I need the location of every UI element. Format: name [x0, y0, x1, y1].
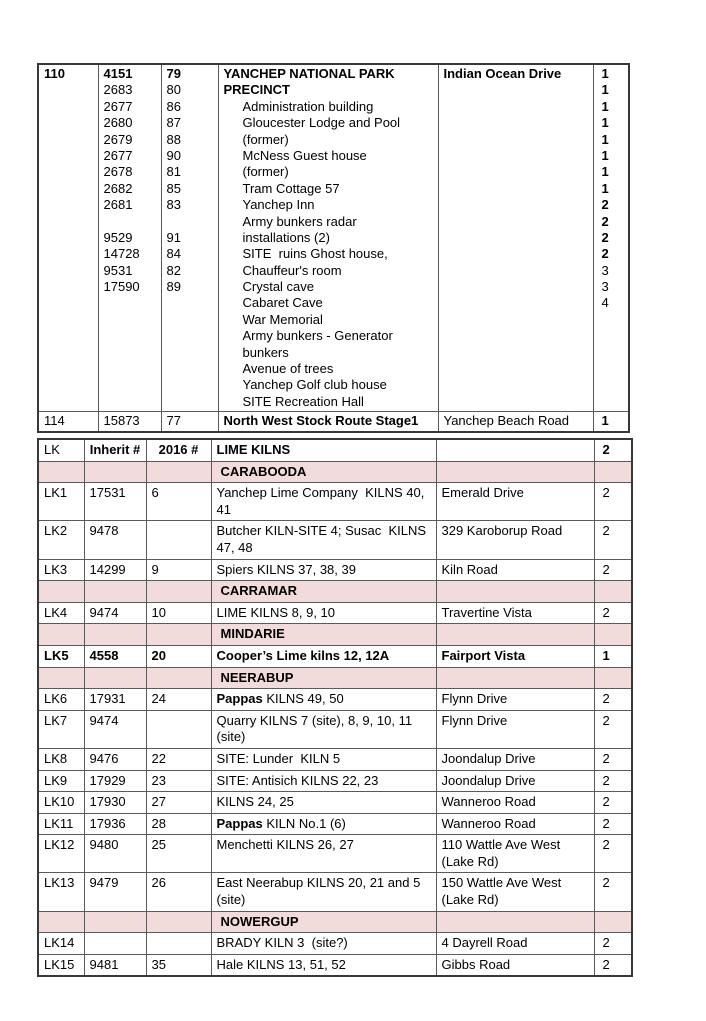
description-line: (former) [242, 131, 289, 147]
inherit-header: Inherit # [84, 439, 146, 461]
description: North West Stock Route Stage1 [223, 413, 419, 429]
no-2016-cell: 23 [146, 770, 211, 792]
description-cell [211, 602, 436, 624]
street-cell [436, 624, 594, 646]
description-line: (former) [242, 164, 289, 180]
street-cell [436, 667, 594, 689]
inherit-no-cell: 17931 [84, 689, 146, 711]
no-2016: 86 [166, 98, 181, 114]
inherit-no: 15873 [103, 413, 140, 429]
lk-cell: LK9 [38, 770, 84, 792]
description-text: Pappas [216, 815, 263, 831]
description-line: Chauffeur's room [242, 262, 342, 278]
desc-header: LIME KILNS [211, 439, 436, 461]
locality-name: NOWERGUP [211, 911, 436, 933]
category-value: 1 [601, 164, 609, 180]
no-2016: 79 [166, 66, 181, 81]
description-line: Yanchep Golf club house [242, 377, 387, 393]
street-cell [438, 64, 593, 412]
no-2016-cell [146, 624, 211, 646]
description-line: Avenue of trees [242, 361, 334, 377]
description-cell [211, 483, 436, 521]
table-row [38, 412, 629, 433]
no-2016-cell: 35 [146, 954, 211, 976]
inherit-no-cell: 17930 [84, 792, 146, 814]
no-2016 [167, 214, 216, 230]
description-cell [211, 689, 436, 711]
inherit-no-cell [84, 667, 146, 689]
street-cell [436, 581, 594, 603]
lk-cell: LK8 [38, 748, 84, 770]
category-cell: 2 [594, 954, 632, 976]
no-2016-cell [161, 412, 218, 433]
table-row [38, 770, 632, 792]
no-2016-cell [146, 521, 211, 559]
inherit-no: 2681 [103, 197, 133, 213]
heritage-places-table [37, 63, 630, 433]
inherit-no-cell: 4558 [84, 645, 146, 667]
inherit-no-cell [84, 933, 146, 955]
no-2016-cell: 27 [146, 792, 211, 814]
category-cell: 2 [594, 689, 632, 711]
description-cell [211, 792, 436, 814]
inherit-no-cell: 9474 [84, 602, 146, 624]
description-text: BRADY KILN 3 (site?) [216, 935, 348, 951]
no-2016: 81 [166, 164, 181, 180]
street-cell: Wanneroo Road [436, 792, 594, 814]
inherit-no: 2679 [103, 131, 133, 147]
description-text: Hale KILNS 13, 51, 52 [216, 956, 346, 972]
description-cell [211, 559, 436, 581]
description-cell [211, 954, 436, 976]
table-row [38, 954, 632, 976]
street-cell: 4 Dayrell Road [436, 933, 594, 955]
locality-name: CARRAMAR [211, 581, 436, 603]
description-line: Tram Cottage 57 [242, 180, 340, 196]
no-2016: 83 [166, 197, 181, 213]
inherit-no-cell: 9479 [84, 873, 146, 911]
category-value: 2 [601, 197, 609, 213]
category-cell: 2 [594, 521, 632, 559]
no-2016: 77 [166, 413, 181, 429]
inherit-no: 2683 [103, 82, 133, 98]
no-2016: 80 [166, 82, 181, 98]
street-cell: Fairport Vista [436, 645, 594, 667]
section-row [38, 461, 632, 483]
no-2016: 85 [166, 180, 181, 196]
inherit-no: 9529 [103, 229, 133, 245]
no-2016-cell [146, 911, 211, 933]
category-value: 1 [601, 98, 609, 114]
street-cell: 329 Karoborup Road [436, 521, 594, 559]
inherit-no: 2677 [103, 147, 133, 163]
description-line: Army bunkers radar [242, 213, 357, 229]
lk-cell: LK5 [38, 645, 84, 667]
lk-cell: LK1 [38, 483, 84, 521]
street-header [436, 439, 594, 461]
table-row [38, 602, 632, 624]
street-cell: Wanneroo Road [436, 813, 594, 835]
inherit-no-cell: 9478 [84, 521, 146, 559]
table-row [38, 933, 632, 955]
description-text: Pappas [216, 691, 263, 707]
description-text: Quarry KILNS 7 (site), 8, 9, 10, 11 (site) [216, 712, 416, 745]
lk-cell: LK14 [38, 933, 84, 955]
category-cell: 2 [594, 748, 632, 770]
lk-cell: LK15 [38, 954, 84, 976]
no-2016: 89 [166, 279, 181, 295]
inherit-no-cell [98, 64, 161, 412]
inherit-no-cell: 17936 [84, 813, 146, 835]
description-cell [211, 645, 436, 667]
table-row [38, 64, 629, 412]
description-line: installations (2) [242, 229, 330, 245]
description-cell [211, 710, 436, 748]
table-row [38, 835, 632, 873]
description-line: Administration building [242, 98, 374, 114]
description-cell [218, 64, 438, 412]
inherit-no-cell: 9481 [84, 954, 146, 976]
description-text: Spiers KILNS 37, 38, 39 [216, 561, 356, 577]
inherit-no-cell: 17531 [84, 483, 146, 521]
category-cell: 2 [594, 710, 632, 748]
category-value: 2 [601, 229, 609, 245]
inherit-no: 2680 [103, 115, 133, 131]
description-text: Cooper’s Lime kilns 12, 12A [216, 647, 390, 663]
category-header: 2 [594, 439, 632, 461]
no-2016-cell: 24 [146, 689, 211, 711]
inherit-no-cell [84, 581, 146, 603]
no-2016: 91 [166, 229, 181, 245]
table-row [38, 559, 632, 581]
description-text: Butcher KILN-SITE 4; Susac KILNS 47, 48 [216, 523, 430, 555]
description-cell [211, 933, 436, 955]
lk-header: LK [38, 439, 84, 461]
no-2016-cell [146, 581, 211, 603]
locality-name: MINDARIE [211, 624, 436, 646]
street-cell: Emerald Drive [436, 483, 594, 521]
lime-kilns-table [37, 438, 633, 977]
no-2016-cell: 9 [146, 559, 211, 581]
table-row [38, 710, 632, 748]
street-cell: Joondalup Drive [436, 748, 594, 770]
description-cell [218, 412, 438, 433]
lk-cell: LK6 [38, 689, 84, 711]
table-row [38, 792, 632, 814]
category-cell: 2 [594, 559, 632, 581]
category-value: 1 [601, 131, 609, 147]
inherit-no-cell [84, 911, 146, 933]
inherit-no-cell: 9480 [84, 835, 146, 873]
lk-cell: LK7 [38, 710, 84, 748]
locality-name: CARABOODA [211, 461, 436, 483]
description-text: KILN No.1 (6) [262, 815, 346, 831]
no-2016: 87 [166, 115, 181, 131]
inherit-no-cell: 9474 [84, 710, 146, 748]
street-cell: Travertine Vista [436, 602, 594, 624]
street-cell: Kiln Road [436, 559, 594, 581]
inherit-no: 2682 [103, 180, 133, 196]
no-2016-cell: 28 [146, 813, 211, 835]
no-2016-cell: 25 [146, 835, 211, 873]
street-cell: 150 Wattle Ave West (Lake Rd) [436, 873, 594, 911]
lk-cell: LK2 [38, 521, 84, 559]
no-2016-cell [161, 64, 218, 412]
inherit-no-cell: 9476 [84, 748, 146, 770]
street-cell [436, 461, 594, 483]
inherit-no-cell [84, 624, 146, 646]
category-cell [593, 412, 629, 433]
description-text: LIME KILNS 8, 9, 10 [216, 604, 336, 620]
category-value: 3 [601, 279, 609, 295]
table-row [38, 873, 632, 911]
lk-cell [38, 461, 84, 483]
category-value: 3 [601, 262, 609, 278]
inherit-no [104, 214, 159, 230]
category-cell [594, 624, 632, 646]
lk-cell: LK12 [38, 835, 84, 873]
section-row [38, 624, 632, 646]
section-row [38, 911, 632, 933]
category-cell: 2 [594, 602, 632, 624]
description-cell [211, 835, 436, 873]
description-line: Army bunkers - Generator [242, 328, 393, 344]
category-cell [594, 667, 632, 689]
inherit-no-cell [84, 461, 146, 483]
category-value: 2 [601, 246, 609, 262]
description-cell [211, 521, 436, 559]
no-2016-cell: 6 [146, 483, 211, 521]
description-line: War Memorial [242, 311, 323, 327]
lk-cell [38, 624, 84, 646]
category-value: 2 [601, 213, 609, 229]
category-cell: 2 [594, 770, 632, 792]
street-cell [436, 911, 594, 933]
street-cell: Joondalup Drive [436, 770, 594, 792]
category: 1 [601, 413, 609, 429]
table-row [38, 748, 632, 770]
street-cell: Flynn Drive [436, 710, 594, 748]
category-cell [594, 461, 632, 483]
category-cell: 2 [594, 933, 632, 955]
lk-cell [38, 667, 84, 689]
locality-name: NEERABUP [211, 667, 436, 689]
no-2016-cell [146, 710, 211, 748]
lk-cell [38, 911, 84, 933]
inherit-no-cell: 17929 [84, 770, 146, 792]
inherit-no: 2677 [103, 98, 133, 114]
table-row [38, 813, 632, 835]
street-cell: Gibbs Road [436, 954, 594, 976]
street-name: Indian Ocean Drive [443, 66, 562, 81]
description-text: Yanchep Lime Company KILNS 40, 41 [216, 485, 428, 517]
place-no: 110 [44, 66, 65, 81]
lk-cell: LK10 [38, 792, 84, 814]
category-value: 1 [601, 82, 609, 98]
lk-cell: LK11 [38, 813, 84, 835]
no-2016-cell: 20 [146, 645, 211, 667]
description-cell [211, 873, 436, 911]
inherit-no: 4151 [103, 66, 133, 81]
category-cell: 2 [594, 835, 632, 873]
table-row [38, 521, 632, 559]
category-cell: 2 [594, 813, 632, 835]
category-value: 1 [601, 66, 609, 81]
category-cell: 1 [594, 645, 632, 667]
category-value: 1 [601, 115, 609, 131]
inherit-no: 9531 [103, 262, 133, 278]
table-row [38, 645, 632, 667]
description-line: McNess Guest house [242, 147, 367, 163]
place-no-cell [38, 412, 98, 433]
street-cell: Flynn Drive [436, 689, 594, 711]
inherit-no-cell: 14299 [84, 559, 146, 581]
description-line: SITE Recreation Hall [242, 393, 364, 409]
description-cell [211, 748, 436, 770]
no-2016-header: 2016 # [146, 439, 211, 461]
no-2016-cell [146, 667, 211, 689]
lk-cell: LK13 [38, 873, 84, 911]
lk-cell [38, 581, 84, 603]
lk-cell: LK3 [38, 559, 84, 581]
description-text: SITE: Lunder KILN 5 [216, 750, 341, 766]
street-cell [438, 412, 593, 433]
street: Yanchep Beach Road [443, 413, 570, 429]
description-text: Menchetti KILNS 26, 27 [216, 837, 354, 853]
no-2016: 84 [166, 246, 181, 262]
section-row [38, 581, 632, 603]
street-cell: 110 Wattle Ave West (Lake Rd) [436, 835, 594, 873]
category-cell: 2 [594, 873, 632, 911]
inherit-no: 2678 [103, 164, 133, 180]
description-cell [211, 813, 436, 835]
category-cell [594, 581, 632, 603]
inherit-no: 17590 [103, 279, 140, 295]
category-cell [594, 911, 632, 933]
inherit-no-cell [98, 412, 161, 433]
no-2016: 90 [166, 147, 181, 163]
category-value: 4 [601, 295, 609, 311]
description-line: bunkers [242, 344, 289, 360]
category-cell: 2 [594, 792, 632, 814]
table-row [38, 483, 632, 521]
no-2016: 82 [166, 262, 181, 278]
no-2016-cell: 26 [146, 873, 211, 911]
category-cell: 2 [594, 483, 632, 521]
description-cell [211, 770, 436, 792]
no-2016: 88 [166, 131, 181, 147]
header-row [38, 439, 632, 461]
description-line: Gloucester Lodge and Pool [242, 115, 401, 131]
table-row [38, 689, 632, 711]
lk-cell: LK4 [38, 602, 84, 624]
description-line: Cabaret Cave [242, 295, 323, 311]
description-text: East Neerabup KILNS 20, 21 and 5 (site) [216, 875, 424, 908]
description-text: KILNS 24, 25 [216, 794, 294, 810]
section-row [38, 667, 632, 689]
description-line: Crystal cave [242, 279, 315, 295]
place-no: 114 [44, 413, 65, 429]
no-2016-cell: 10 [146, 602, 211, 624]
description-text: SITE: Antisich KILNS 22, 23 [216, 772, 379, 788]
inherit-no: 14728 [103, 246, 140, 262]
no-2016-cell [146, 933, 211, 955]
category-value: 1 [601, 147, 609, 163]
description-line: SITE ruins Ghost house, [242, 246, 388, 262]
no-2016-cell [146, 461, 211, 483]
no-2016-cell: 22 [146, 748, 211, 770]
description-text: KILNS 49, 50 [262, 691, 344, 707]
description-line: YANCHEP NATIONAL PARK [223, 66, 395, 81]
description-line: PRECINCT [223, 82, 290, 98]
place-no-cell [38, 64, 98, 412]
description-line: Yanchep Inn [242, 197, 315, 213]
category-cell [593, 64, 629, 412]
category-value: 1 [601, 180, 609, 196]
